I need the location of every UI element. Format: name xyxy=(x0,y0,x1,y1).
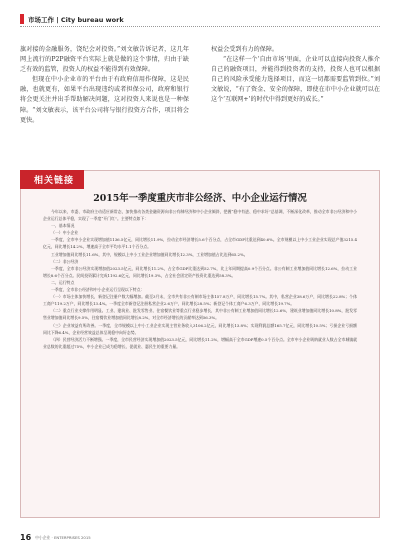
box-body xyxy=(43,208,357,350)
section-header xyxy=(20,14,124,24)
right-column xyxy=(211,45,380,153)
publication-name: 中小企业 · ENTERPRISES 2015 xyxy=(35,534,91,540)
box-paragraph: （四）民营经济活力不断增强。一季度，全市民营经济实现增加值2023.5亿元，同比增长11.2%，增幅高于全市GDP增速0.5个百分点。全市中小企业吸纳就业人数占全市城镇就业总数的比重超过75%，中小企业已成为稳增长、促就业、惠民生的重要力量。 xyxy=(43,336,357,349)
box-paragraph: （二）重点行业支撑作用明显。工业、建筑业、批发零售业、住宿餐饮业等重点行业稳步增长，其中非公有制工业增加值同比增长12.6%，建筑业增加值同比增长10.8%，批发零售业增加值同比增长9.5%，住宿餐饮业增加值同比增长8.2%，对全市经济增长的贡献率达到56.3%。 xyxy=(43,308,357,321)
related-link-tag: 相关链接 xyxy=(20,170,84,189)
section-marker xyxy=(20,14,24,24)
box-heading: 二、运行特点 xyxy=(51,279,75,285)
box-paragraph: （三）企业效益有所改善。一季度，全市规模以上中小工业企业实现主营业务收入3106.2亿元，同比增长13.8%；实现利润总额165.7亿元，同比增长10.5%；亏损企业亏损额同比下降6.4%，企业经营效益总体呈现稳中向好态势。 xyxy=(43,322,357,335)
left-paragraph-1: 旗对接的金融服务，饶纪会对投资。”刘文敏告诉记者，这几年网上流行的P2P融资平台实际上就是做的这个事情，归由于缺乏有效的监管，投资人的权益不能得到有效保障。 xyxy=(20,46,189,74)
related-link-box xyxy=(20,170,380,518)
box-paragraph: 一季度，全市中小企业实现增加值1136.5亿元，同比增长11.9%，拉动全市经济增长5.6个百分点，占全市GDP比重达到40.6%。全市规模以上中小工业企业实现总产值3215.4亿元，同比增长14.2%，增速高于全市平均水平1.1个百分点。 xyxy=(43,237,357,250)
page-footer xyxy=(20,533,91,542)
box-heading: 一、基本情况 xyxy=(51,223,75,229)
right-paragraph-2: “在这样一个‘自由市场’里面，企业可以直接向投资人推介自己的融资项目，并能得到投资者的支持，投资人也可以根据自己的风险承受能力选择项目，而这一切都需要监管到位。”刘文敏说，“有了资金、安全的保障，即使在市中小企业就可以在这个‘互联网+’的时代中得到更好的成长。” xyxy=(211,56,380,104)
header-divider xyxy=(20,26,380,27)
box-paragraph: （一）市场主体加快增长，新登记注册户数大幅增加。截至3月末，全市共有非公有制市场主体157.8万户，同比增长15.7%。其中，私营企业38.6万户，同比增长22.8%；个体工商户119.2万户，同比增长13.4%。一季度全市新登记注册私营企业2.6万户，同比增长28.5%；新登记个体工商户6.3万户，同比增长19.7%。 xyxy=(43,294,357,307)
box-paragraph: 今年以来，市委、市政府主动适应新常态，加快推动各类金融资源向非公有制经济和中小企业倾斜，把握“稳中有进、稳中求好”总基调，不断深化改革，推动全市非公经济和中小企业运行总体平稳，实现了一季度“开门红”。主要特点如下： xyxy=(43,209,357,222)
box-paragraph: 一季度，全市非公经济和中小企业运行呈现以下特点： xyxy=(51,287,145,293)
article-columns xyxy=(20,45,380,153)
box-subheading: （二）非公经济 xyxy=(51,258,79,264)
box-paragraph: 一季度，全市非公经济实现增加值2023.5亿元，同比增长11.2%，占全市GDP比重达到52.7%，比上年同期提高0.9个百分点。非公有制工业增加值同比增长12.6%，拉动工业增长8.6个百分点。民间投资累计完成1192.6亿元，同比增长19.3%，占全社会固定资产投资比重达到58.3%。 xyxy=(43,265,357,278)
box-paragraph: 工业增加值同比增长11.6%，其中，规模以上中小工业企业增加值同比增长12.3%，工业增加值占比达到65.2%。 xyxy=(51,251,248,257)
section-title: 市场工作 | City bureau work xyxy=(28,15,124,24)
box-title: 2015年一季度重庆市非公经济、中小企业运行情况 xyxy=(93,193,307,204)
left-paragraph-2: 但现在中小企业市的平台由于有政府信用作保障，这是民融，也就更有，如果平台出现违约或者担保公司，政府和银行将会更关注并出手帮助解决问题，这对投资人来说也是一种保障。“刘文敏表示，该平台公司将与银行投资方合作，项目将会更快。 xyxy=(20,76,189,124)
box-subheading: （一）中小企业 xyxy=(51,230,79,236)
left-column xyxy=(20,45,189,153)
right-paragraph-1: 权益会受到有力的保障。 xyxy=(211,46,279,53)
page-number: 16 xyxy=(20,533,32,542)
